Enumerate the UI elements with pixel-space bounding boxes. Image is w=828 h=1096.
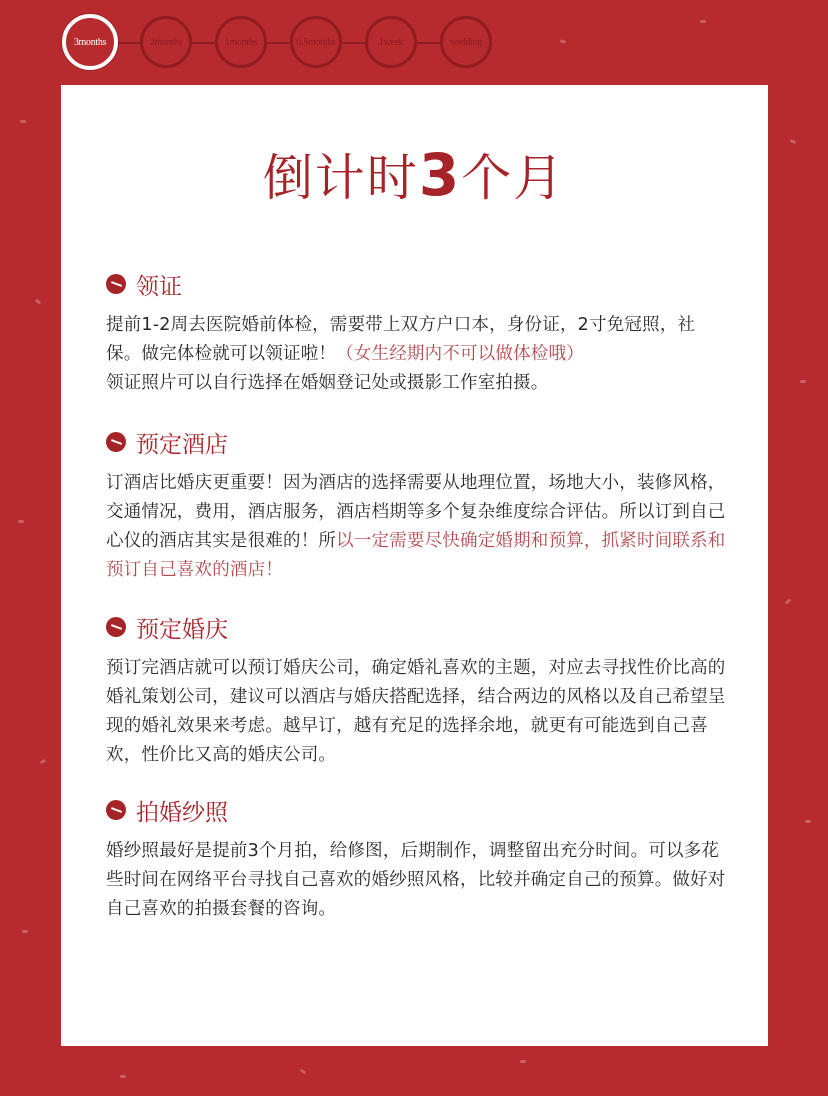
title-suffix: 个月 <box>461 149 566 207</box>
body-text: 婚纱照最好是提前3个月拍，给修图，后期制作，调整留出充分时间。可以多花些时间在网络平台寻找自己喜欢的婚纱照风格，比较并确定自己的预算。做好对自己喜欢的拍摄套餐的咨询。 <box>106 841 726 919</box>
section-body <box>106 469 726 585</box>
timeline-node-2months[interactable]: 2months <box>140 16 192 68</box>
timeline-node-1months[interactable]: 1months <box>215 16 267 68</box>
section-body <box>106 654 726 770</box>
timeline-node-wedding[interactable]: wedding <box>440 16 492 68</box>
timeline <box>62 14 502 72</box>
section-title: 预定酒店 <box>136 431 228 458</box>
bullet-icon <box>106 432 126 452</box>
section-wedding-photos <box>106 793 726 924</box>
highlight-text: （女生经期内不可以做体检哦） <box>336 344 584 364</box>
highlight-text: 以一定需要尽快确定婚期和预算，抓紧时间联系和预订自己喜欢的酒店！ <box>106 531 726 580</box>
section-body <box>106 311 726 398</box>
section-book-wedding-planner <box>106 610 726 770</box>
body-text: 预订完酒店就可以预订婚庆公司，确定婚礼喜欢的主题，对应去寻找性价比高的婚礼策划公司，建议可以酒店与婚庆搭配选择，结合两边的风格以及自己希望呈现的婚礼效果来考虑。越早订，越有充足的选择余地，就更有可能选到自己喜欢，性价比又高的婚庆公司。 <box>106 658 726 765</box>
page-title <box>0 138 828 210</box>
body-text-after: 领证照片可以自行选择在婚姻登记处或摄影工作室拍摄。 <box>106 373 549 393</box>
bullet-icon <box>106 617 126 637</box>
body-text: 提前1-2周去医院婚前体检，需要带上双方户口本，身份证，2寸免冠照，社保。做完体检就可以领证啦！ <box>106 315 696 364</box>
section-title: 预定婚庆 <box>136 616 228 643</box>
section-title: 领证 <box>136 273 182 300</box>
title-number: 3 <box>418 141 462 209</box>
section-title: 拍婚纱照 <box>136 799 228 826</box>
body-text: 订酒店比婚庆更重要！因为酒店的选择需要从地理位置，场地大小，装修风格，交通情况，费用，酒店服务，酒店档期等多个复杂维度综合评估。所以订到自己心仪的酒店其实是很难的！所 <box>106 473 726 551</box>
bullet-icon <box>106 274 126 294</box>
bullet-icon <box>106 800 126 820</box>
section-book-hotel <box>106 425 726 585</box>
timeline-node-3months[interactable]: 3months <box>62 14 118 70</box>
title-prefix: 倒计时 <box>262 149 419 207</box>
timeline-node-0-5months[interactable]: 0.5months <box>290 16 342 68</box>
timeline-node-1week[interactable]: 1week <box>365 16 417 68</box>
section-marriage-license <box>106 267 726 398</box>
section-body <box>106 837 726 924</box>
